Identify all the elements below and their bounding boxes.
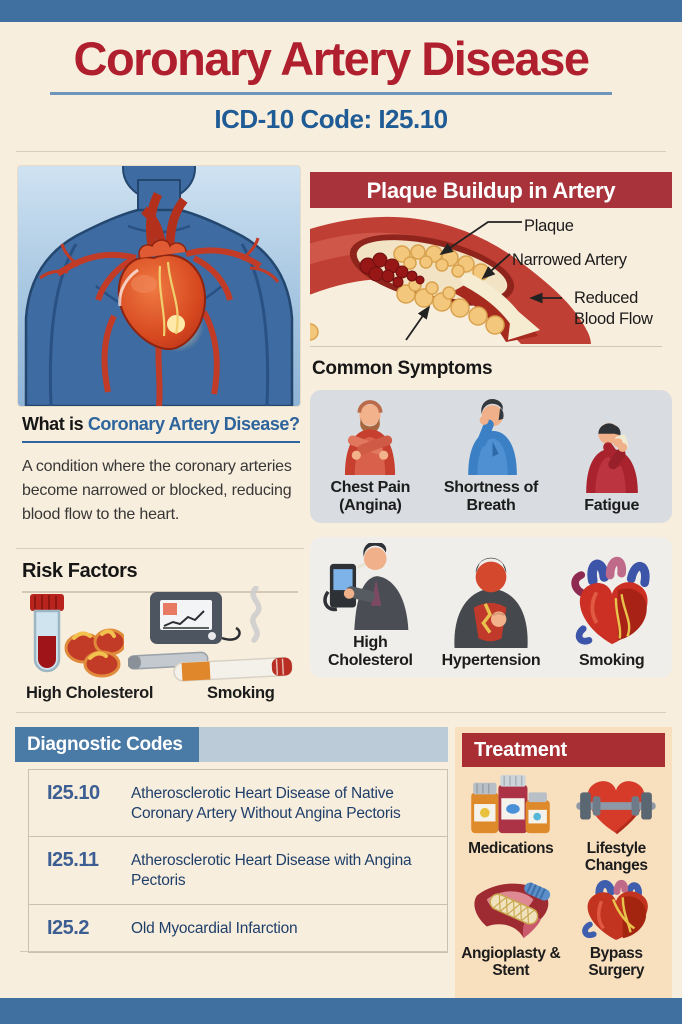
what-is-prefix: What is (22, 414, 88, 434)
cholesterol-test-figure (318, 543, 422, 630)
icd-code: I25.2 (47, 916, 89, 939)
what-is-section (22, 414, 300, 527)
divider (16, 151, 666, 152)
label-reduced-blood-flow: Reduced Blood Flow (574, 289, 653, 328)
risk-item-smoking: Smoking (207, 684, 275, 702)
stent-artery-icon (467, 878, 555, 942)
symptom-label: Hypertension (441, 652, 541, 670)
anatomical-heart-icon (560, 552, 664, 648)
icd-description: Old Myocardial Infarction (131, 919, 298, 937)
symptom-label: High Cholesterol (327, 634, 413, 670)
diagnostic-header-extension (199, 727, 448, 762)
what-is-body: A condition where the coronary arteries become narrowed or blocked, reducing blood flow to the heart. (22, 458, 292, 523)
torso-heart-icon (18, 166, 300, 406)
bottom-accent-bar (0, 998, 682, 1024)
divider (20, 951, 448, 952)
shortness-of-breath-figure (449, 399, 533, 475)
diagnostic-codes-table (28, 769, 448, 953)
label-plaque: Plaque (524, 217, 574, 235)
table-row (29, 905, 447, 952)
table-row (29, 770, 447, 837)
symptom-high-cholesterol (310, 537, 431, 678)
treatment-angioplasty-stent (458, 878, 564, 979)
cigarette-and-meter-icon (128, 586, 296, 691)
plaque-section-header: Plaque Buildup in Artery (310, 172, 672, 208)
what-is-heading (22, 414, 300, 443)
treatment-panel (455, 727, 672, 998)
common-symptoms-heading: Common Symptoms (312, 358, 493, 379)
divider (16, 548, 304, 549)
icd-code-subtitle: ICD-10 Code: I25.10 (214, 103, 448, 134)
symptom-label: Smoking (578, 652, 645, 670)
icd-code: I25.11 (47, 849, 99, 872)
symptoms-box-1 (310, 390, 672, 523)
diagnostic-codes-title: Diagnostic Codes (15, 727, 199, 762)
header (50, 34, 612, 135)
divider (310, 346, 662, 347)
page-title: Coronary Artery Disease (50, 34, 612, 95)
treatment-label: Bypass Surgery (588, 945, 645, 980)
top-accent-bar (0, 0, 682, 22)
symptom-label: Chest Pain (Angina) (330, 479, 411, 515)
treatment-title: Treatment (462, 733, 665, 767)
table-row (29, 837, 447, 904)
symptom-fatigue (551, 390, 672, 523)
treatment-label: Angioplasty & Stent (461, 945, 561, 980)
bypass-heart-icon (572, 878, 660, 942)
symptom-smoking (551, 537, 672, 678)
treatment-medications (458, 773, 564, 874)
divider (16, 712, 666, 713)
diagnostic-codes-header (15, 727, 448, 762)
risk-item-high-cholesterol: High Cholesterol (26, 684, 154, 702)
heart-dumbbell-icon (572, 773, 660, 837)
icd-description: Atherosclerotic Heart Disease with Angina Pectoris (131, 852, 412, 890)
symptom-label: Shortness of Breath (443, 479, 539, 515)
torso-heart-illustration (18, 166, 300, 406)
blood-test-tube-icon (22, 592, 124, 687)
symptom-hypertension (431, 537, 552, 678)
symptoms-box-2 (310, 537, 672, 678)
what-is-highlight: Coronary Artery Disease? (87, 414, 300, 434)
treatment-label: Lifestyle Changes (584, 840, 648, 875)
symptom-chest-pain (310, 390, 431, 523)
risk-factors-heading: Risk Factors (22, 560, 298, 593)
symptom-shortness-of-breath (431, 390, 552, 523)
treatment-grid (455, 771, 672, 981)
symptom-label: Fatigue (584, 497, 640, 515)
treatment-bypass-surgery (564, 878, 670, 979)
label-narrowed-artery: Narrowed Artery (512, 251, 627, 269)
icd-code: I25.10 (47, 782, 100, 804)
pill-bottles-icon (467, 773, 555, 837)
hypertension-figure (439, 552, 543, 648)
treatment-lifestyle-changes (564, 773, 670, 874)
fatigue-figure (570, 417, 654, 493)
icd-description: Atherosclerotic Heart Disease of Native Coronary Artery Without Angina Pectoris (131, 785, 401, 823)
treatment-label: Medications (468, 840, 554, 857)
chest-pain-figure (328, 399, 412, 475)
